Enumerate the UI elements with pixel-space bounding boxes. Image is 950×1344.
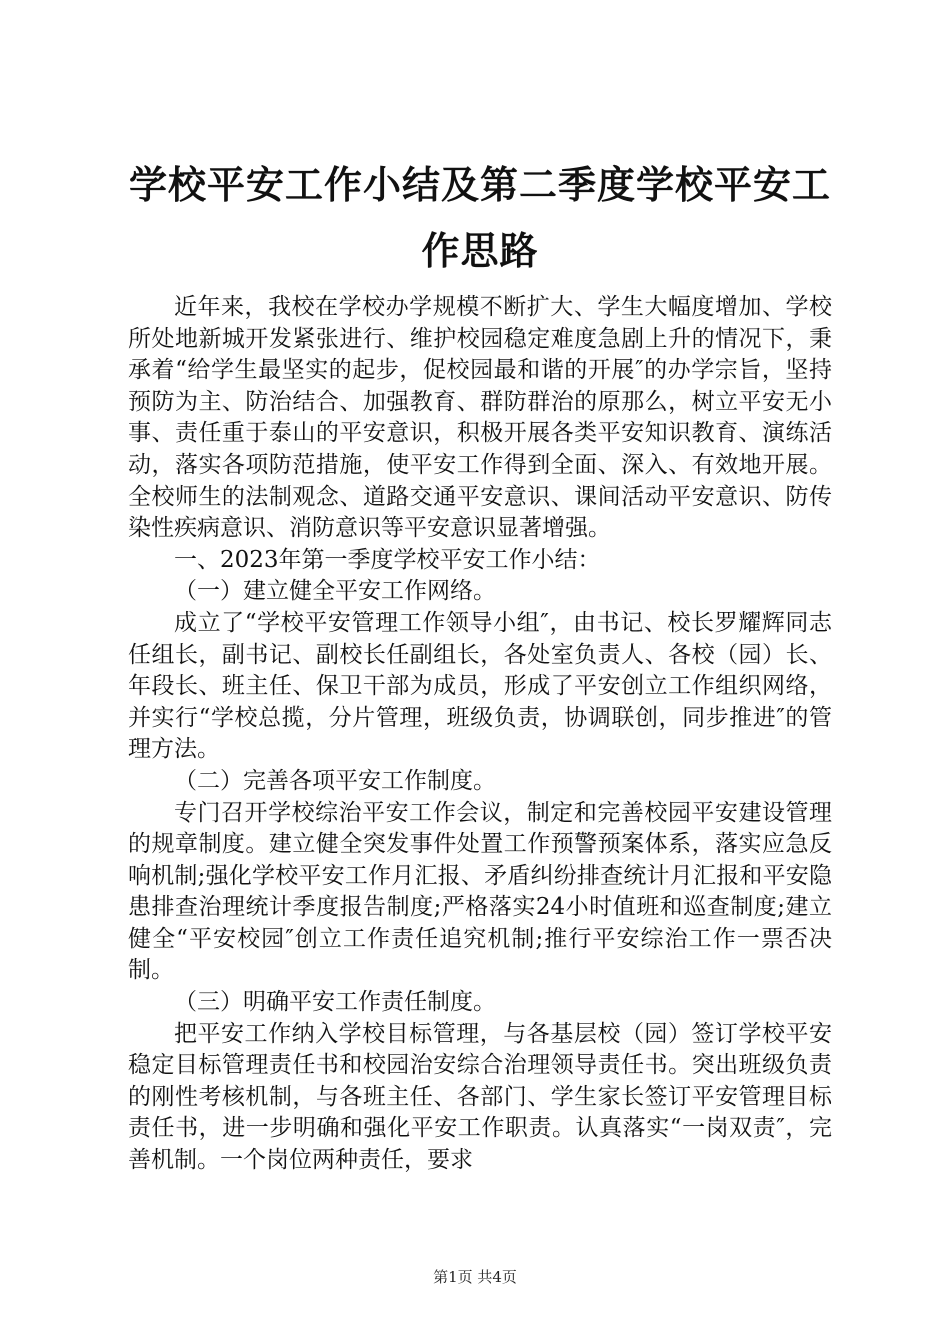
document-body bbox=[128, 292, 832, 1177]
document-title: 学校平安工作小结及第二季度学校平安工作思路 bbox=[128, 162, 831, 273]
paragraph-rules: 专门召开学校综治平安工作会议，制定和完善校园平安建设管理的规章制度。建立健全突发事件处置工作预警预案体系，落实应急反响机制;强化学校平安工作月汇报、矛盾纠纷排查统计月汇报和平安隐患排查治理统计季度报告制度;严格落实24小时值班和巡查制度;建立健全“平安校园″创立工作责任追究机制;推行平安综治工作一票否决制。 bbox=[128, 799, 832, 984]
paragraph-network: 成立了“学校平安管理工作领导小组″，由书记、校长罗耀辉同志任组长，副书记、副校长任副组长，各处室负责人、各校（园）长、年段长、班主任、保卫干部为成员，形成了平安创立工作组织网络，并实行“学校总揽，分片管理，班级负责，协调联创，同步推进″的管理方法。 bbox=[128, 609, 832, 763]
page-number: 第1页 共4页 bbox=[433, 1268, 517, 1286]
subsection-heading-2: （二）完善各项平安工作制度。 bbox=[174, 767, 496, 794]
subsection-heading-1: （一）建立健全平安工作网络。 bbox=[174, 578, 496, 605]
paragraph-responsibility: 把平安工作纳入学校目标管理，与各基层校（园）签订学校平安稳定目标管理责任书和校园治安综合治理领导责任书。突出班级负责的刚性考核机制，与各班主任、各部门、学生家长签订平安管理目标责任书，进一步明确和强化平安工作职责。认真落实“一岗双责″，完善机制。一个岗位两种责任，要求 bbox=[128, 1020, 832, 1174]
section-heading-1: 一、2023年第一季度学校平安工作小结： bbox=[174, 546, 601, 573]
paragraph-intro: 近年来，我校在学校办学规模不断扩大、学生大幅度增加、学校所处地新城开发紧张进行、维护校园稳定难度急剧上升的情况下，秉承着“给学生最坚实的起步，促校园最和谐的开展″的办学宗旨，坚持预防为主、防治结合、加强教育、群防群治的原那么，树立平安无小事、责任重于泰山的平安意识，积极开展各类平安知识教育、演练活动，落实各项防范措施，使平安工作得到全面、深入、有效地开展。全校师生的法制观念、道路交通平安意识、课间活动平安意识、防传染性疾病意识、消防意识等平安意识显著增强。 bbox=[128, 294, 832, 542]
subsection-heading-3: （三）明确平安工作责任制度。 bbox=[174, 989, 496, 1016]
